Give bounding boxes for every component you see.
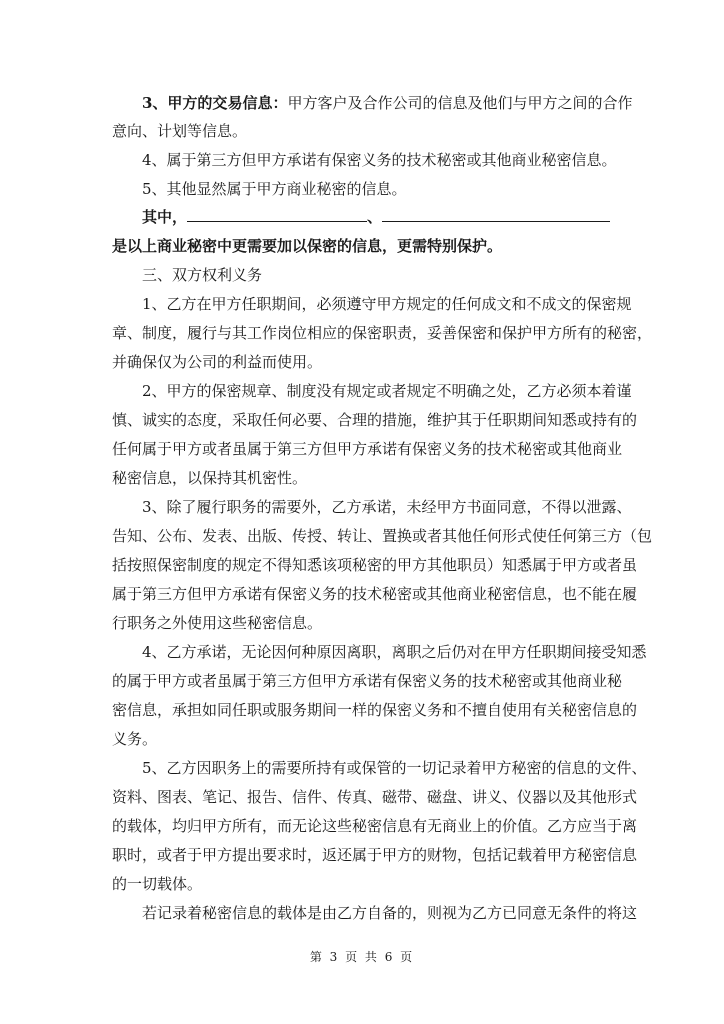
clause-4-line-4: 义务。 [112,730,158,748]
section-3-heading: 三、双方权利义务 [142,266,263,284]
clause-2-line-2: 慎、诚实的态度，采取任何必要、合理的措施，维护其于任职期间知悉或持有的 [112,411,638,429]
paragraph-4: 4、属于第三方但甲方承诺有保密义务的技术秘密或其他商业秘密信息。 [142,151,617,169]
clause-1-line-2: 章、制度，履行与其工作岗位相应的保密职责，妥善保密和保护甲方所有的秘密， [112,324,653,342]
paragraph-3-line-2: 意向、计划等信息。 [112,122,248,140]
clause-1-line-1: 1、乙方在甲方任职期间，必须遵守甲方规定的任何成文和不成文的保密规 [142,295,632,313]
paragraph-3-heading: 3、甲方的交易信息： [142,94,288,112]
clause-4-line-1: 4、乙方承诺，无论因何种原因离职，离职之后仍对在甲方任职期间接受知悉 [142,643,647,661]
fill-in-blank-2[interactable] [382,207,610,222]
qizhong-prefix: 其中， [142,208,188,226]
clause-2-line-3: 任何属于甲方或者虽属于第三方但甲方承诺有保密义务的技术秘密或其他商业 [112,440,623,458]
clause-5-line-2: 资料、图表、笔记、报告、信件、传真、磁带、磁盘、讲义、仪器以及其他形式 [112,788,638,806]
clause-5-line-3: 的载体，均归甲方所有，而无论这些秘密信息有无商业上的价值。乙方应当于离 [112,817,638,835]
clause-5-line-1: 5、乙方因职务上的需要所持有或保管的一切记录着甲方秘密的信息的文件、 [142,759,647,777]
qizhong-line-1 [112,206,610,228]
fill-in-blank-1[interactable] [187,207,367,222]
clause-3-line-1: 3、除了履行职务的需要外，乙方承诺，未经甲方书面同意，不得以泄露、 [142,498,632,516]
clause-4-line-3: 密信息，承担如同任职或服务期间一样的保密义务和不擅自使用有关秘密信息的 [112,701,638,719]
paragraph-3-text: 甲方客户及合作公司的信息及他们与甲方之间的合作 [287,94,633,112]
clause-5-line-5: 的一切载体。 [112,875,203,893]
clause-3-line-3: 括按照保密制度的规定不得知悉该项秘密的甲方其他职员）知悉属于甲方或者虽 [112,556,638,574]
clause-5-line-4: 职时，或者于甲方提出要求时，返还属于甲方的财物，包括记载着甲方秘密信息 [112,846,638,864]
clause-3-line-2: 告知、公布、发表、出版、传授、转让、置换或者其他任何形式使任何第三方（包 [112,527,653,545]
qizhong-line-2: 是以上商业秘密中更需要加以保密的信息，更需特别保护。 [112,237,503,255]
clause-2-line-1: 2、甲方的保密规章、制度没有规定或者规定不明确之处，乙方必须本着谨 [142,382,632,400]
paragraph-5: 5、其他显然属于甲方商业秘密的信息。 [142,180,407,198]
clause-2-line-4: 秘密信息，以保持其机密性。 [112,469,308,487]
clause-1-line-3: 并确保仅为公司的利益而使用。 [112,353,323,371]
carrier-paragraph-line-1: 若记录着秘密信息的载体是由乙方自备的，则视为乙方已同意无条件的将这 [142,904,638,922]
clause-4-line-2: 的属于甲方或者虽属于第三方但甲方承诺有保密义务的技术秘密或其他商业秘 [112,672,623,690]
page-number-footer: 第 3 页 共 6 页 [309,950,415,964]
qizhong-separator: 、 [367,208,383,226]
paragraph-3-line-1 [112,92,633,114]
clause-3-line-5: 行职务之外使用这些秘密信息。 [112,614,323,632]
clause-3-line-4: 属于第三方但甲方承诺有保密义务的技术秘密或其他商业秘密信息，也不能在履 [112,585,638,603]
